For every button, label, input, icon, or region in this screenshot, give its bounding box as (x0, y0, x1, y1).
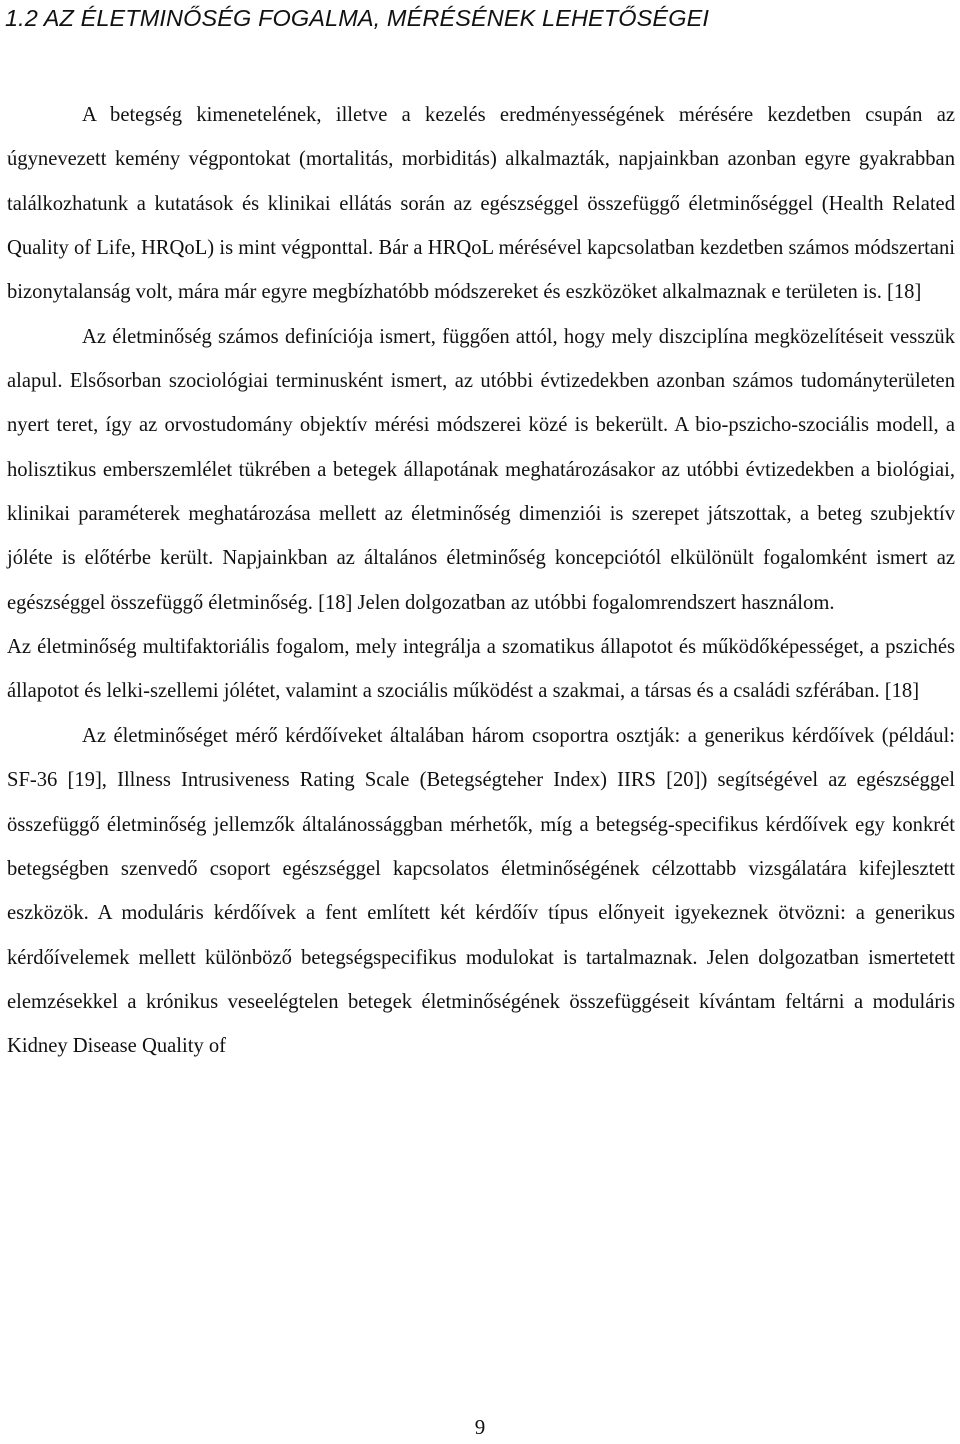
paragraph-2: Az életminőség számos definíciója ismert, függően attól, hogy mely diszciplína megközelítéseit vesszük alapul. Elsősorban szociológiai terminusként ismert, az utóbbi évtizedekben azonban számos tudományterületen nyert teret, így az orvostudomány objektív mérési módszerei közé is bekerült. A bio-pszicho-szociális modell, a holisztikus emberszemlélet tükrében a betegek állapotának meghatározásakor az utóbbi évtizedekben a biológiai, klinikai paraméterek meghatározása mellett az életminőség dimenziói is szerepet játszottak, a beteg szubjektív jóléte is előtérbe került. Napjainkban az általános életminőség koncepciótól elkülönült fogalomként ismert az egészséggel összefüggő életminőség. [18] Jelen dolgozatban az utóbbi fogalomrendszert használom. (7, 325, 955, 614)
section-heading: 1.2 AZ ÉLETMINŐSÉG FOGALMA, MÉRÉSÉNEK LEHETŐSÉGEI (5, 5, 709, 31)
paragraph-3: Az életminőség multifaktoriális fogalom, mely integrálja a szomatikus állapotot és működőképességet, a pszichés állapotot és lelki-szellemi jólétet, valamint a szociális működést a szakmai, a társas és a családi szférában. [18] (7, 636, 955, 703)
page-number: 9 (474, 1415, 486, 1439)
body-text (7, 93, 955, 1069)
paragraph-4: Az életminőséget mérő kérdőíveket általában három csoportra osztják: a generikus kérdőívek (például: SF-36 [19], Illness Intrusiveness Rating Scale (Betegségteher Index) IIRS [20]) segítségével az egészséggel összefüggő életminőség jellemzők általánossággban mérhetők, míg a betegség-specifikus kérdőívek egy konkrét betegségben szenvedő csoport egészséggel kapcsolatos életminőségének célzottabb vizsgálatára kifejlesztett eszközök. A moduláris kérdőívek a fent említett két kérdőív típus előnyeit igyekeznek ötvözni: a generikus kérdőívelemek mellett különböző betegségspecifikus modulokat is tartalmaznak. Jelen dolgozatban ismertetett elemzésekkel a krónikus veseelégtelen betegek életminőségének összefüggéseit kívántam feltárni a moduláris Kidney Disease Quality of (7, 724, 955, 1058)
paragraph-1: A betegség kimenetelének, illetve a kezelés eredményességének mérésére kezdetben csupán az úgynevezett kemény végpontokat (mortalitás, morbiditás) alkalmazták, napjainkban azonban egyre gyakrabban találkozhatunk a kutatások és klinikai ellátás során az egészséggel összefüggő életminőséggel (Health Related Quality of Life, HRQoL) is mint végponttal. Bár a HRQoL mérésével kapcsolatban kezdetben számos módszertani bizonytalanság volt, mára már egyre megbízhatóbb módszereket és eszközöket alkalmaznak e területen is. [18] (7, 104, 955, 304)
